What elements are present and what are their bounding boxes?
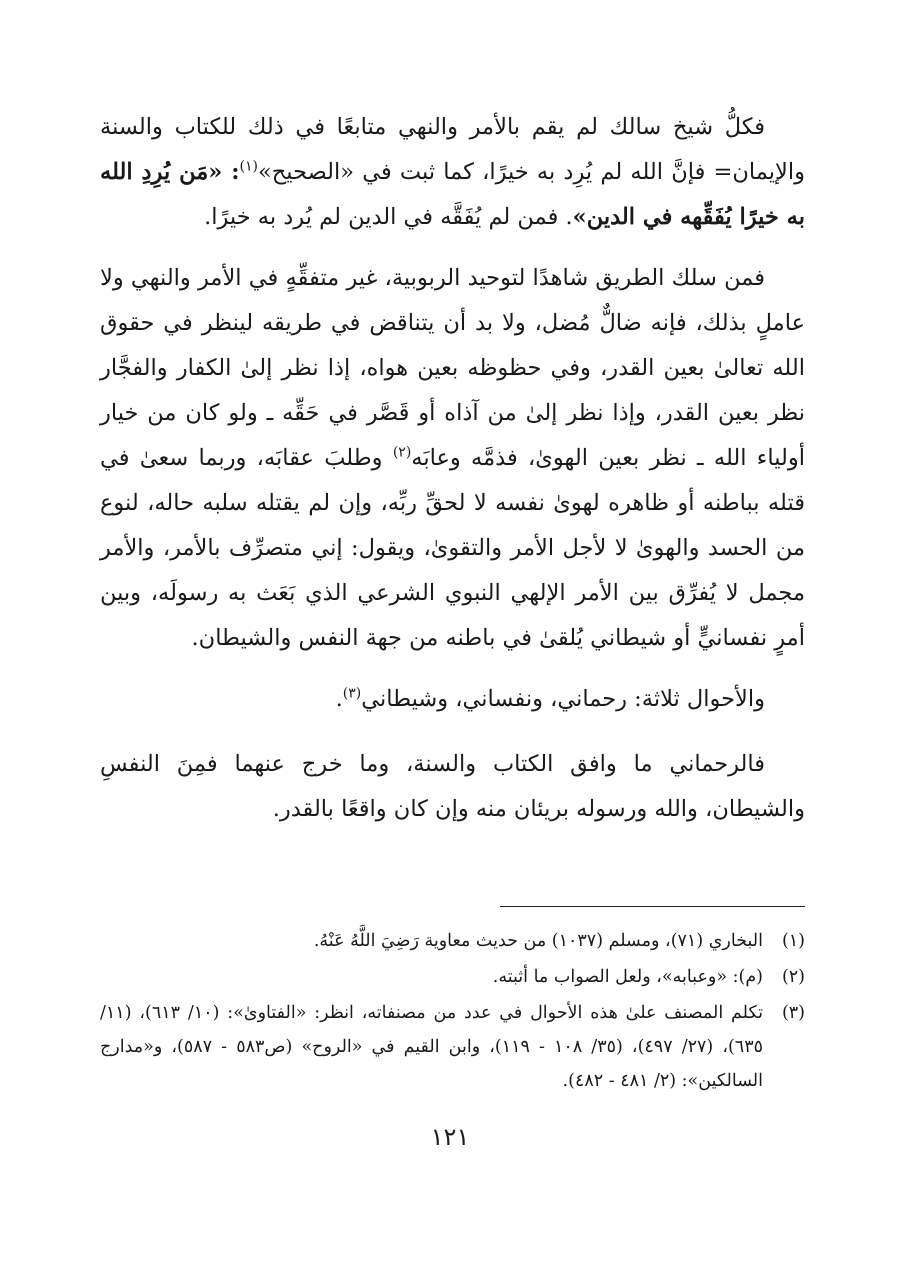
paragraph-1 [100, 105, 805, 240]
footnote-ref-2: (٢) [392, 444, 412, 461]
footnote-3-text: تكلم المصنف علىٰ هذه الأحوال في عدد من مصنفاته، انظر: «الفتاوىٰ»: (١٠/ ٦١٣)، (١١/ ٦٣٥)، (٢٧/ ٤٩٧)، (٣٥/ ١٠٨ - ١١٩)، وابن القيم في «الروح» (ص٥٨٣ - ٥٨٧)، و«مدارج السالكين»: (٢/ ٤٨١ - ٤٨٢). [100, 1003, 763, 1091]
footnote-ref-1: (١) [239, 158, 259, 175]
footnotes [100, 924, 805, 1100]
footnote-3-number: (٣) [781, 1003, 805, 1023]
footnote-separator [500, 906, 805, 907]
footnote-2-number: (٢) [781, 967, 805, 987]
footnote-3 [100, 996, 805, 1098]
footnote-1 [100, 924, 805, 958]
page-number: ١٢١ [430, 1123, 470, 1151]
paragraph-2-text-a: فمن سلك الطريق شاهدًا لتوحيد الربوبية، غير متفقِّهٍ في الأمر والنهي ولا عاملٍ بذلك، فإنه ضالٌّ مُضل، ولا بد أن يتناقض في طريقه لينظر في حقوق الله تعالىٰ بعين القدر، وفي حظوظه بعين هواه، إذا نظر إلىٰ الكفار والفجَّار نظر بعين القدر، وإذا نظر إلىٰ من آذاه أو قَصَّر في حَقِّه ـ ولو كان من خيار أولياء الله ـ نظر بعين الهوىٰ، فذمَّه وعابَه [100, 265, 805, 471]
paragraph-2-text-b: وطلبَ عقابَه، وربما سعىٰ في قتله بباطنه أو ظاهره لهوىٰ نفسه لا لحقِّ ربِّه، وإن لم يقتله سلبه حاله، لنوع من الحسد والهوىٰ لا لأجل الأمر والتقوىٰ، ويقول: إني متصرِّف بالأمر، والأمر مجمل لا يُفرِّق بين الأمر الإلهي النبوي الشرعي الذي بَعَث به رسولَه، وبين أمرٍ نفسانيٍّ أو شيطاني يُلقىٰ في باطنه من جهة النفس والشيطان. [100, 445, 805, 651]
footnote-2 [100, 960, 805, 994]
footnote-1-number: (١) [781, 931, 805, 951]
footnote-2-text: (م): «وعبابه»، ولعل الصواب ما أثبته. [492, 967, 763, 987]
footnote-1-text: البخاري (٧١)، ومسلم (١٠٣٧) من حديث معاوية رَضِيَ اللَّهُ عَنْهُ. [313, 931, 763, 951]
paragraph-4-text: فالرحماني ما وافق الكتاب والسنة، وما خرج عنهما فمِنَ النفسِ والشيطان، والله ورسوله بريئان منه وإن كان واقعًا بالقدر. [100, 751, 805, 822]
paragraph-1-tail: . فمن لم يُفَقَّه في الدين لم يُرد به خيرًا. [204, 204, 573, 230]
paragraph-2 [100, 256, 805, 661]
hadith-quote: : «مَن يُرِدِ الله به خيرًا يُفَقِّهه في الدين» [100, 159, 805, 230]
paragraph-4 [100, 742, 805, 832]
footnote-ref-3: (٣) [342, 685, 362, 702]
paragraph-3 [100, 677, 805, 722]
paragraph-3-tail: . [335, 686, 343, 712]
main-text [100, 105, 805, 848]
paragraph-1-text: فكلُّ شيخ سالك لم يقم بالأمر والنهي متابعًا في ذلك للكتاب والسنة والإيمان= فإنَّ الله لم يُرِد به خيرًا، كما ثبت في «الصحيح» [100, 114, 805, 185]
paragraph-3-text: والأحوال ثلاثة: رحماني، ونفساني، وشيطاني [361, 686, 765, 712]
